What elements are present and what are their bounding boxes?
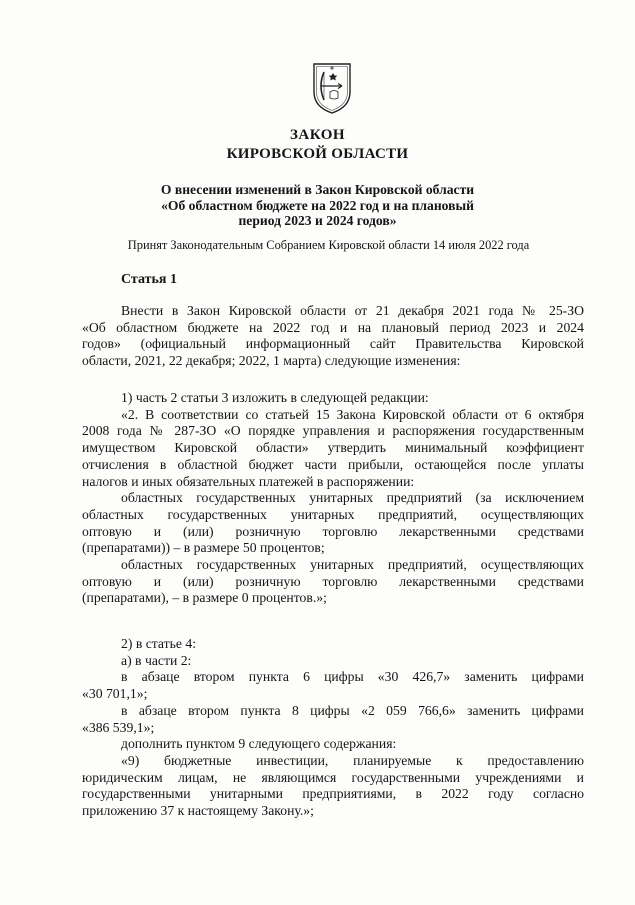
text-line: а) в части 2: (121, 652, 192, 668)
subtitle-line: «Об областном бюджете на 2022 год и на плановый (161, 197, 474, 213)
kirov-coat-of-arms-icon (311, 62, 353, 114)
text-line: «30 701,1»; (82, 686, 148, 702)
law-heading: ЗАКОН (289, 127, 346, 143)
article-heading: Статья 1 (121, 272, 177, 287)
text-line: 1) часть 2 статьи 3 изложить в следующей редакции: (121, 390, 429, 405)
text-line: «9) бюджетные инвестиции, планируемые к предоставлению (121, 752, 584, 768)
text-line: отчисления в областной бюджет части прибыли, остающейся после уплаты (82, 456, 584, 472)
text-line: 2) в статье 4: (121, 636, 197, 651)
text-line: государственными унитарными предприятиями, в 2022 году согласно (82, 786, 584, 802)
text-line: «Об областном бюджете на 2022 год и на плановый период 2023 и 2024 (82, 319, 584, 335)
text-line: имуществом Кировской области» утвердить минимальный коэффициент (82, 440, 584, 456)
text-line: областных государственных унитарных предприятий (за исключением (121, 490, 584, 506)
text-line: в абзаце втором пункта 8 цифры «2 059 766,6» заменить цифрами (121, 702, 584, 718)
text-line: приложению 37 к настоящему Закону.»; (82, 803, 314, 819)
text-line: «2. В соответствии со статьей 15 Закона Кировской области от 6 октября (121, 406, 584, 422)
text-line: юридическим лицам, не являющимся государственными учреждениями и (82, 769, 584, 785)
law-subtitle (120, 182, 515, 229)
text-line: областных государственных унитарных предприятий, осуществляющих (82, 506, 584, 522)
text-line: области, 2021, 22 декабря; 2022, 1 марта) следующие изменения: (82, 353, 461, 369)
subtitle-line: О внесении изменений в Закон Кировской области (160, 182, 475, 197)
text-line: оптовую и (или) розничную торговлю лекарственными средствами (82, 573, 584, 589)
text-line: (препаратами), – в размере 0 процентов.»; (82, 590, 327, 606)
text-line: в абзаце втором пункта 6 цифры «30 426,7» заменить цифрами (121, 669, 584, 685)
region-heading: КИРОВСКОЙ ОБЛАСТИ (226, 146, 409, 162)
text-line: оптовую и (или) розничную торговлю лекарственными средствами (82, 523, 584, 539)
subtitle-line: период 2023 и 2024 годов» (238, 213, 397, 228)
paragraph-item-1 (82, 390, 584, 607)
text-line: областных государственных унитарных предприятий, осуществляющих (121, 557, 584, 573)
text-line: дополнить пунктом 9 следующего содержания: (121, 736, 397, 752)
paragraph-item-2 (82, 636, 584, 820)
text-line: «386 539,1»; (82, 719, 155, 735)
paragraph-intro (82, 303, 584, 370)
adoption-note: Принят Законодательным Собранием Кировской области 14 июля 2022 года (127, 238, 530, 252)
text-line: налогов и иных обязательных платежей в распоряжении: (82, 473, 415, 489)
text-line: годов» (официальный информационный сайт Правительства Кировской (82, 336, 584, 352)
text-line: 2008 года № 287-ЗО «О порядке управления и распоряжения государственным (82, 423, 584, 439)
text-line: (препаратами)) – в размере 50 процентов; (82, 540, 325, 556)
text-line: Внести в Закон Кировской области от 21 декабря 2021 года № 25-ЗО (121, 303, 584, 318)
